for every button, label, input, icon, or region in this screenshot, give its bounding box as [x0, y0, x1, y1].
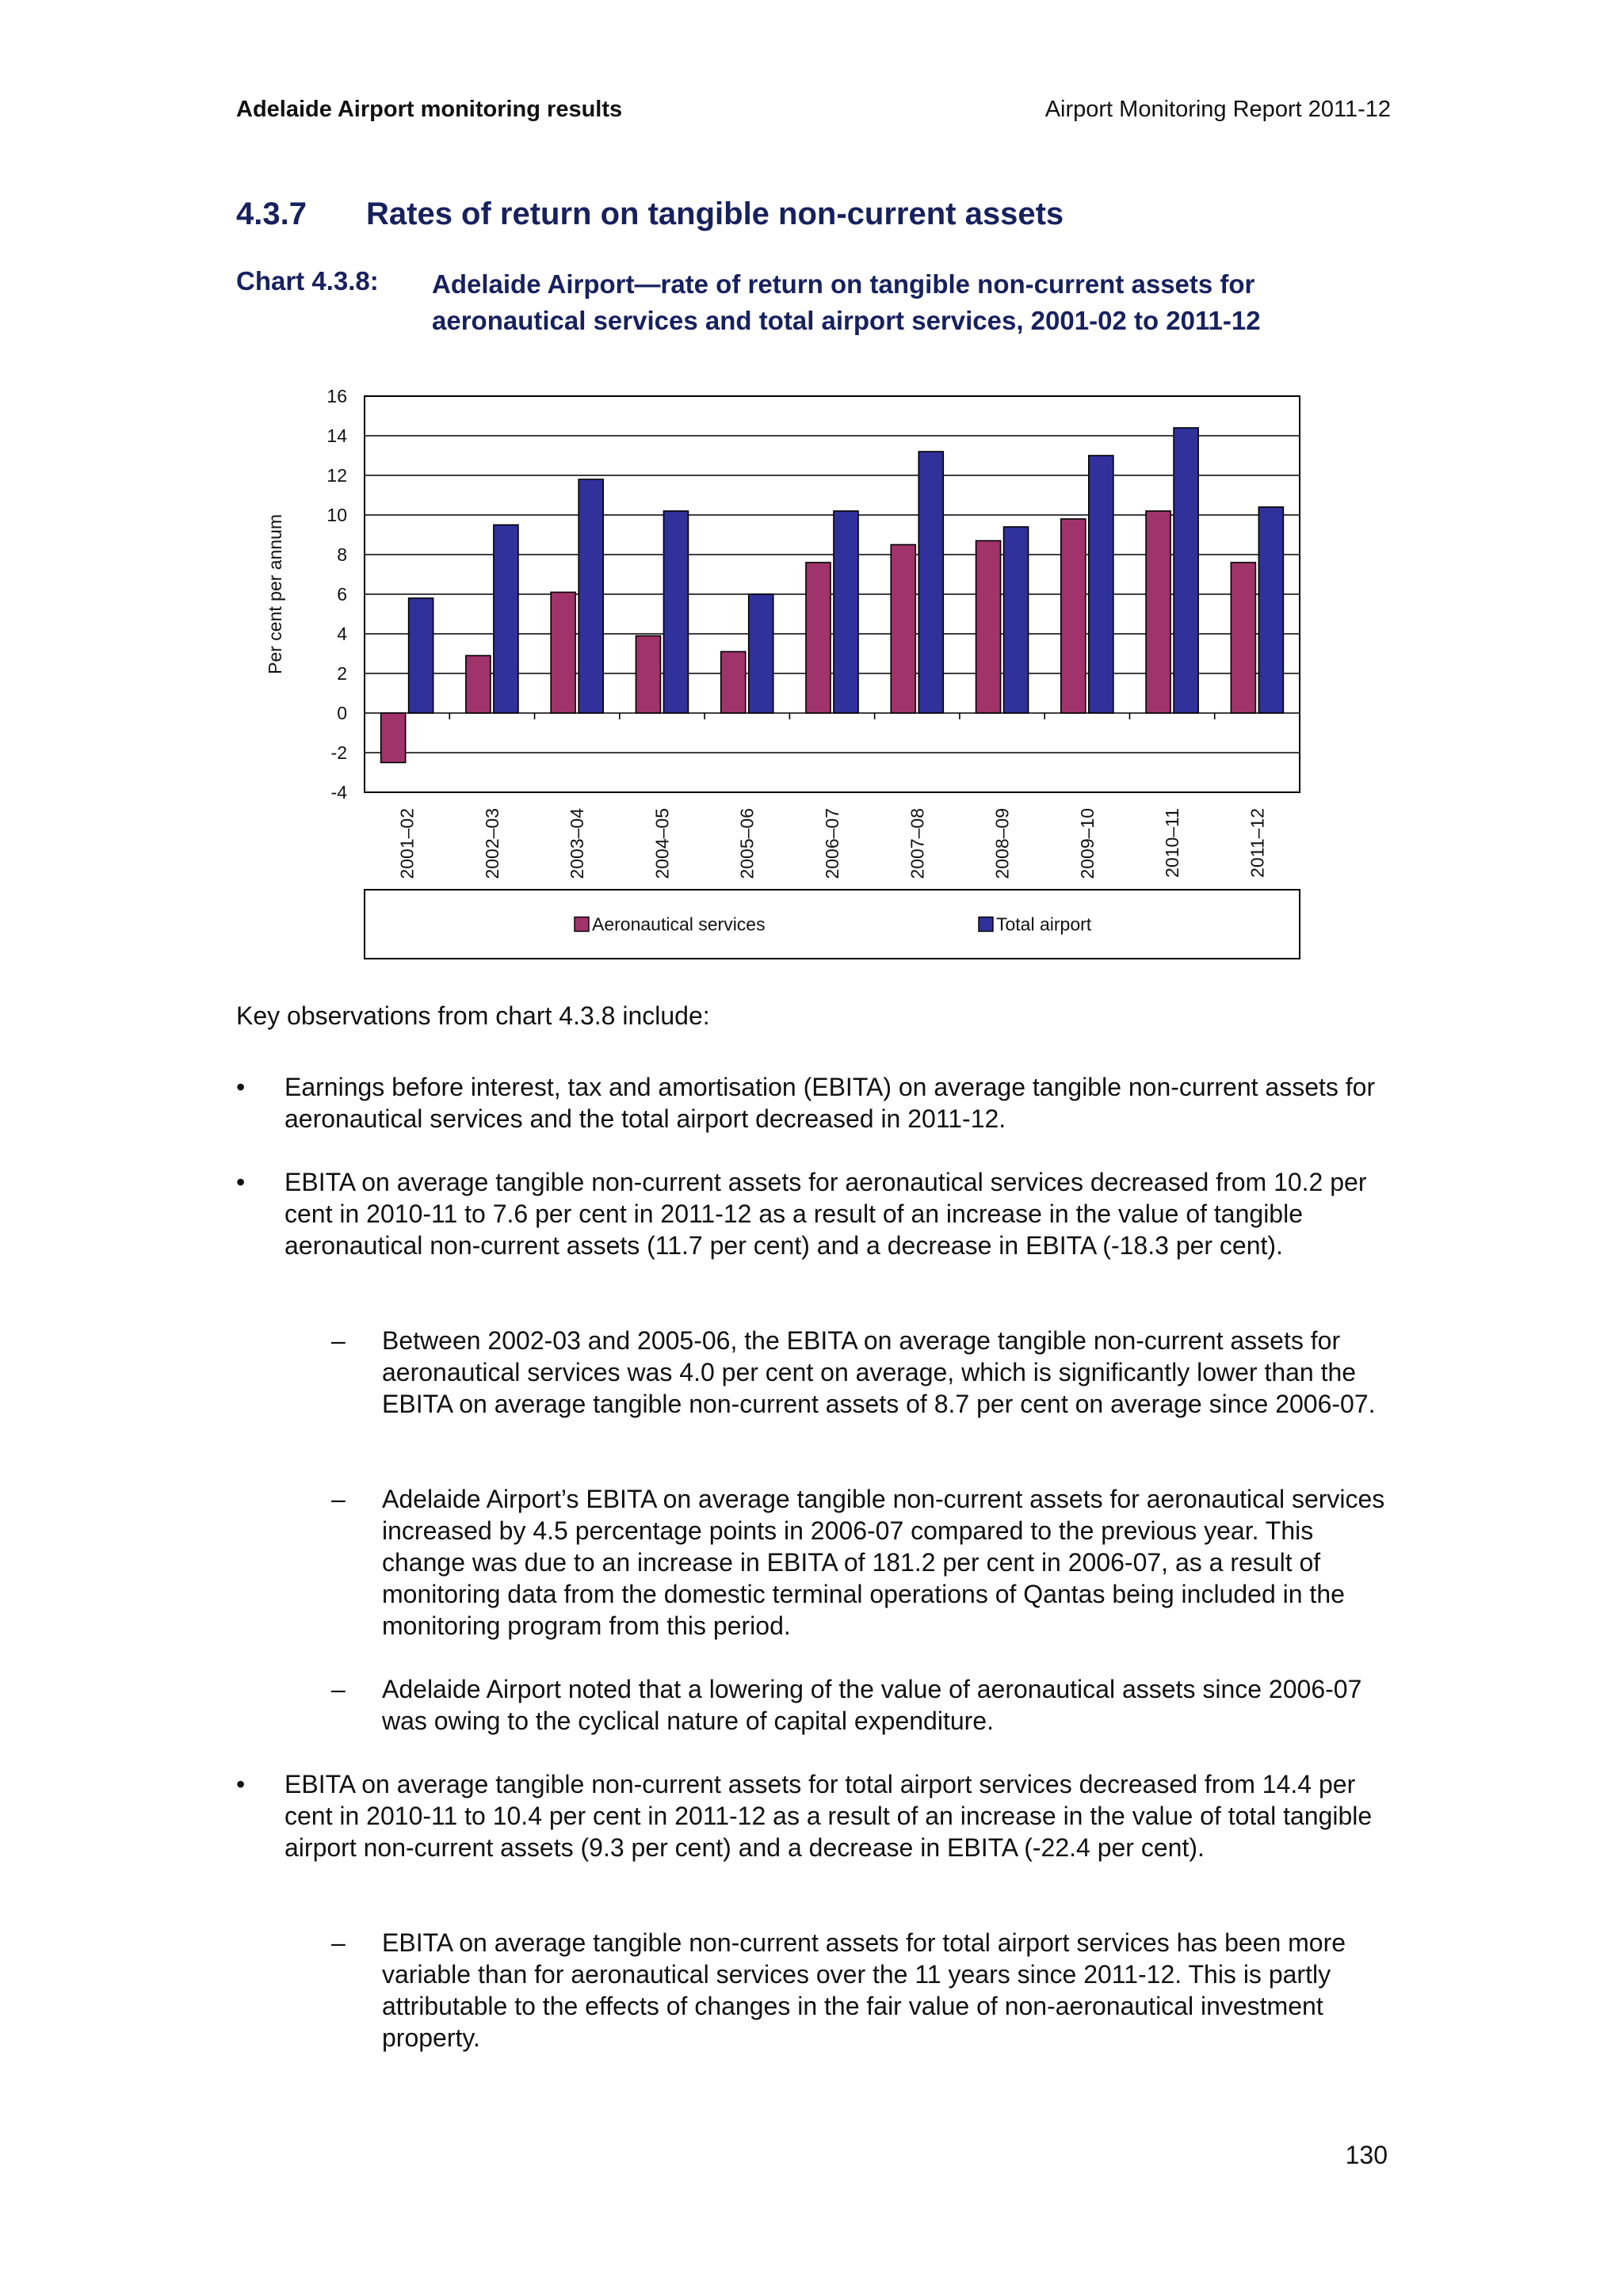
section-title: Rates of return on tangible non-current assets	[366, 196, 1064, 231]
bullet-icon: •	[236, 1770, 246, 1798]
bar-total-airport	[749, 594, 773, 713]
running-header-right: Airport Monitoring Report 2011-12	[1044, 97, 1391, 122]
observation-2-sub-1: Between 2002-03 and 2005-06, the EBITA on average tangible non-current assets for aeronautical services was 4.0 per cent on average, which is significantly lower than the EBITA on average tangible non-current assets of 8.7 per cent on average since 2006-07.	[382, 1326, 1376, 1418]
x-tick-label: 2002–03	[481, 808, 502, 879]
running-header-left: Adelaide Airport monitoring results	[236, 97, 623, 122]
bar-aeronautical	[551, 593, 575, 714]
y-tick-label: 16	[327, 386, 347, 406]
x-tick-label: 2001–02	[396, 808, 418, 879]
dash-icon: –	[331, 1485, 346, 1513]
bar-aeronautical	[1061, 519, 1086, 713]
y-tick-label: 10	[327, 505, 347, 525]
dash-icon: –	[331, 1928, 346, 1957]
bar-aeronautical	[891, 545, 915, 714]
bar-total-airport	[579, 479, 603, 713]
y-tick-label: 4	[337, 624, 347, 644]
observation-3-sub-1: EBITA on average tangible non-current assets for total airport services has been more variable than for aeronautical services over the 11 years since 2011-12. This is partly attributable to the effects of changes in the fair value of non-aeronautical investment property.	[382, 1928, 1346, 2052]
x-tick-label: 2011–12	[1247, 808, 1268, 878]
bar-total-airport	[1258, 507, 1283, 713]
legend-swatch	[575, 917, 589, 932]
bar-total-airport	[663, 511, 688, 713]
y-tick-label: -4	[330, 782, 347, 803]
bullet-icon: •	[236, 1168, 246, 1196]
legend-box	[365, 890, 1300, 959]
x-tick-label: 2006–07	[822, 808, 842, 879]
y-tick-label: 14	[327, 425, 347, 446]
bar-aeronautical	[806, 563, 831, 713]
observation-2: EBITA on average tangible non-current assets for aeronautical services decreased from 10.2 per cent in 2010-11 to 7.6 per cent in 2011-12 as a result of an increase in the value of tangible aeronautical non-current assets (11.7 per cent) and a decrease in EBITA (-18.3 per cent).	[285, 1168, 1367, 1260]
x-tick-label: 2010–11	[1162, 808, 1183, 878]
section-number: 4.3.7	[236, 196, 307, 231]
bullet-icon: •	[236, 1073, 246, 1101]
observation-3: EBITA on average tangible non-current assets for total airport services decreased from 14.4 per cent in 2010-11 to 10.4 per cent in 2011-12 as a result of an increase in the value of total tangible airport non-current assets (9.3 per cent) and a decrease in EBITA (-22.4 per cent).	[285, 1770, 1373, 1862]
observations-intro: Key observations from chart 4.3.8 include:	[236, 1001, 710, 1030]
bar-aeronautical	[1231, 563, 1255, 713]
legend-label: Total airport	[996, 913, 1092, 935]
page-number: 130	[1345, 2141, 1388, 2169]
bar-total-airport	[834, 511, 858, 713]
observation-2-sub-3: Adelaide Airport noted that a lowering of the value of aeronautical assets since 2006-07 was owing to the cyclical nature of capital expenditure.	[382, 1675, 1362, 1735]
bar-total-airport	[1174, 428, 1198, 713]
bar-total-airport	[918, 452, 943, 713]
chart-label: Chart 4.3.8:	[236, 266, 379, 296]
bar-aeronautical	[381, 713, 406, 763]
bar-aeronautical	[466, 656, 491, 714]
observation-2-sub-2: Adelaide Airport’s EBITA on average tangible non-current assets for aeronautical services increased by 4.5 percentage points in 2006-07 compared to the previous year. This change was due to an increase in EBITA of 181.2 per cent in 2006-07, as a result of monitoring data from the domestic terminal operations of Qantas being included in the monitoring program from this period.	[382, 1485, 1385, 1640]
bar-total-airport	[1004, 527, 1029, 713]
bar-total-airport	[494, 525, 518, 714]
bar-aeronautical	[721, 652, 746, 714]
dash-icon: –	[331, 1326, 346, 1355]
legend-swatch	[979, 917, 993, 932]
bar-aeronautical	[636, 636, 660, 714]
dash-icon: –	[331, 1675, 346, 1703]
chart-title: Adelaide Airport—rate of return on tangible non-current assets for aeronautical services and total airport services, 2001-02 to 2011-12	[432, 269, 1261, 335]
y-tick-label: 0	[337, 703, 347, 723]
bar-aeronautical	[1146, 511, 1170, 713]
bar-total-airport	[1089, 456, 1113, 713]
legend-label: Aeronautical services	[592, 913, 766, 935]
bar-total-airport	[409, 598, 433, 713]
x-tick-label: 2009–10	[1076, 808, 1098, 879]
y-tick-label: 12	[327, 465, 347, 486]
x-tick-label: 2005–06	[736, 808, 758, 879]
observation-1: Earnings before interest, tax and amortisation (EBITA) on average tangible non-current assets for aeronautical services and the total airport decreased in 2011-12.	[285, 1073, 1376, 1133]
x-tick-label: 2007–08	[907, 808, 928, 879]
bar-aeronautical	[976, 541, 1001, 714]
y-tick-label: 2	[337, 663, 347, 684]
y-tick-label: -2	[330, 742, 347, 763]
bar-chart	[238, 379, 1347, 981]
y-axis-label: Per cent per annum	[265, 513, 285, 675]
y-tick-label: 8	[337, 544, 347, 565]
x-tick-label: 2008–09	[991, 808, 1013, 879]
x-tick-label: 2003–04	[567, 808, 588, 879]
x-tick-label: 2004–05	[651, 808, 673, 879]
y-tick-label: 6	[337, 584, 347, 605]
